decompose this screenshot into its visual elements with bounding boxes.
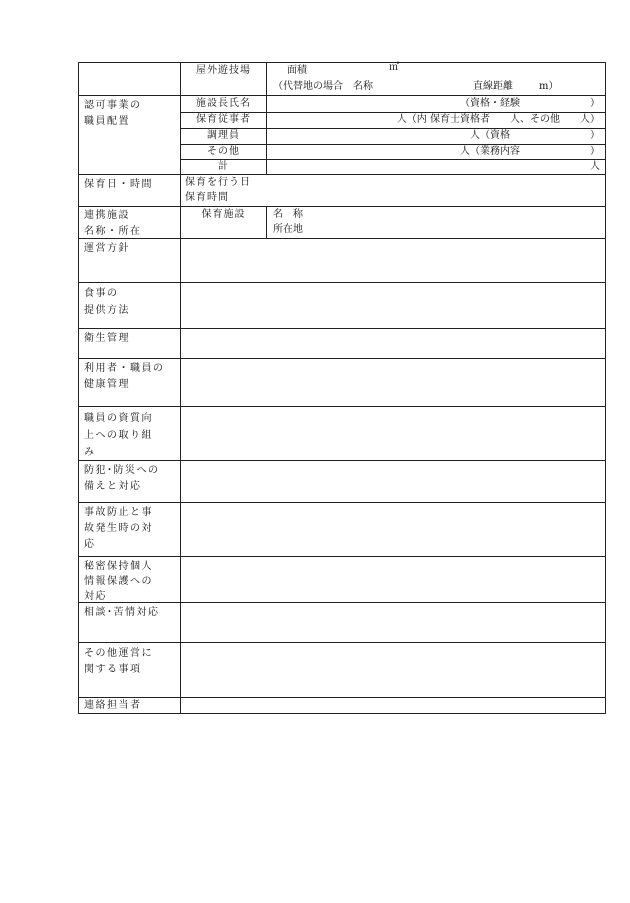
distance-label: 直線距離 [473, 81, 513, 92]
complaint-handling-label: 相談･苦情対応 [84, 607, 160, 618]
partner-facility-type: 保育施設 [201, 209, 246, 220]
care-days-label: 保育を行う日 [185, 177, 251, 188]
health-management-label: 利用者・職員の 健康管理 [84, 363, 165, 390]
area-label: 面積 [287, 65, 307, 76]
total-staff-label: 計 [218, 161, 229, 172]
privacy-protection-label: 秘密保持個人 情報保護への 対応 [84, 561, 153, 602]
schedule-label: 保育日・時間 [84, 179, 153, 190]
area-field [287, 63, 587, 79]
care-hours-label: 保育時間 [185, 192, 229, 203]
childcare-staff-field: 人（内 保育士資格者 人、その他 人） [396, 114, 600, 125]
total-staff-field: 人 [590, 161, 600, 172]
other-operations-label: その他運営に 関する事項 [84, 648, 153, 675]
partner-address-label: 所在地 [273, 224, 303, 235]
facility-details-table [78, 62, 606, 714]
meal-provision-label: 食事の 提供方法 [84, 288, 130, 316]
cook-label: 調理員 [207, 130, 240, 141]
substitute-site-field [273, 79, 603, 95]
staff-quality-label: 職員の資質向 上への取り組 み [84, 413, 153, 458]
contact-person-label: 連絡担当者 [84, 700, 142, 711]
outdoor-play-area-label: 屋外遊技場 [196, 65, 251, 76]
area-unit: ㎡ [389, 62, 399, 73]
partner-name-label: 名 称 [273, 209, 303, 220]
hygiene-management-label: 衛生管理 [84, 333, 130, 344]
other-staff-label: その他 [207, 146, 240, 157]
operating-policy-label: 運営方針 [84, 243, 130, 254]
distance-unit: m） [539, 81, 559, 92]
cook-field: 人（資格 ） [470, 130, 600, 141]
director-name-label: 施設長氏名 [196, 98, 251, 109]
substitute-site-label: （代替地の場合 名称 [273, 81, 373, 92]
partner-facility-label: 連携施設 名称・所在 [84, 210, 142, 237]
director-name-field: （資格・経験 ） [460, 98, 600, 109]
accident-prevention-label: 事故防止と事 故発生時の対 応 [84, 507, 153, 550]
childcare-staff-label: 保育従事者 [196, 114, 251, 125]
other-staff-field: 人（業務内容 ） [460, 146, 600, 157]
staffing-section-label: 認可事業の 職員配置 [84, 100, 142, 127]
crime-disaster-prevention-label: 防犯･防災への 備えと対応 [84, 465, 160, 492]
